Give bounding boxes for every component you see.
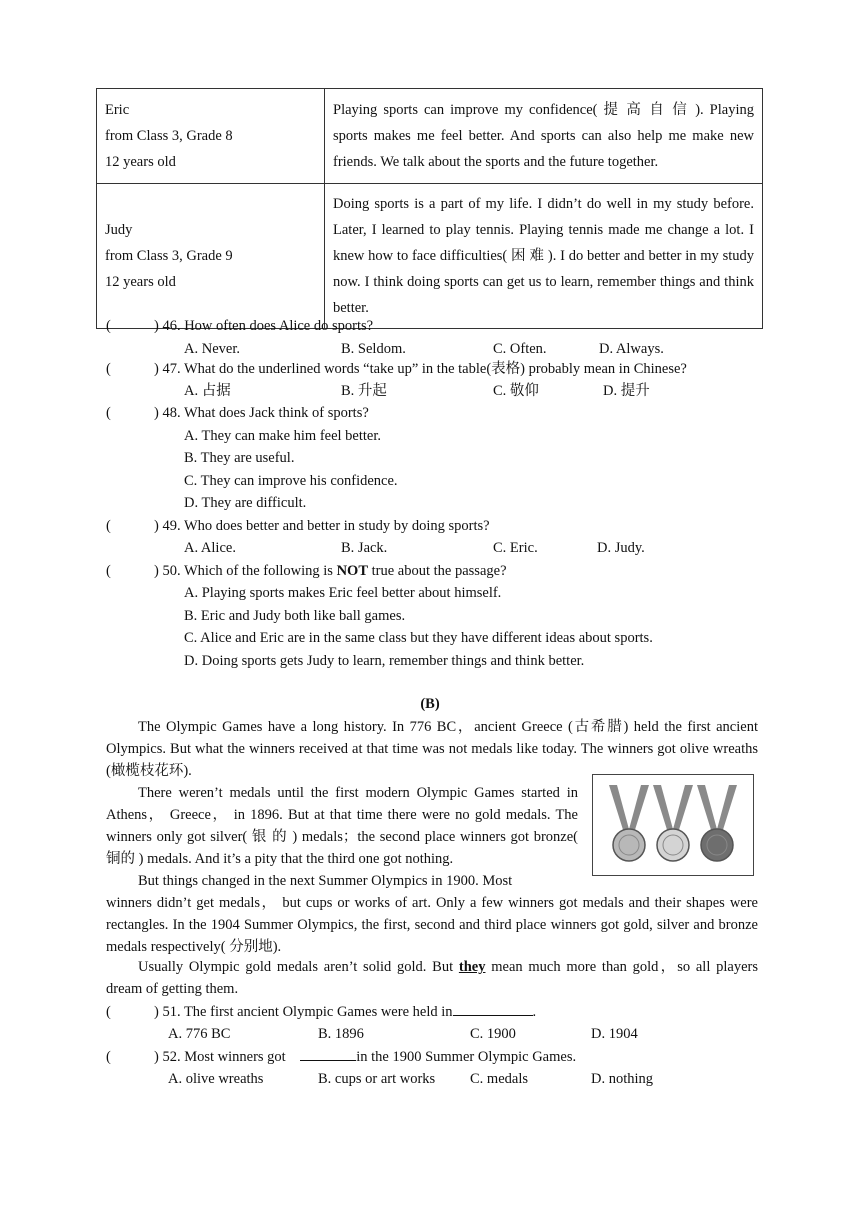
question-stem-end: in the 1900 Summer Olympic Games. [356, 1049, 577, 1065]
answer-paren: ( [106, 361, 111, 377]
passage-paragraph-4: Usually Olympic gold medals aren’t solid gold. But they mean much more than gold，so all players dream of getting them. [106, 959, 758, 997]
question-stem: ) 49. Who does better and better in study by doing sports? [154, 518, 490, 534]
option-c: C. Alice and Eric are in the same class but they have different ideas about sports. [184, 630, 653, 646]
question-emphasis: NOT [336, 563, 368, 579]
medal-disc [657, 829, 689, 861]
student-statement: Playing sports can improve my confidence( 提 高 自 信 ). Playing sports makes me feel better. And sports can also help me make new friends. We talk about the sports and the future together. [325, 89, 763, 184]
option-c: C. Eric. [493, 540, 538, 556]
question-stem: ) 48. What does Jack think of sports? [154, 405, 369, 421]
medals-picture [593, 775, 753, 875]
option-b: B. cups or art works [318, 1071, 436, 1087]
option-c: C. 敬仰 [493, 383, 539, 399]
student-age: 12 years old [105, 274, 176, 290]
answer-paren: ( [106, 1049, 111, 1065]
option-b: B. They are useful. [184, 450, 295, 466]
option-d: D. They are difficult. [184, 495, 307, 511]
student-info-cell [97, 184, 325, 329]
option-c: C. medals [470, 1071, 528, 1087]
question-51 [106, 1001, 536, 1022]
passage-paragraph-1: The Olympic Games have a long history. In 776 BC，ancient Greece (古希腊) held the first ancient Olympics. But what the winners received at that time was not medals like today. The winners got olive wreaths (橄榄枝花环). [106, 719, 758, 779]
question-stem: ) 51. The first ancient Olympic Games were held in [154, 1004, 453, 1020]
underlined-word: they [458, 959, 486, 975]
student-name: Judy [105, 222, 133, 238]
option-a: A. Never. [184, 341, 240, 357]
option-d: D. Always. [599, 341, 664, 357]
question-50 [106, 561, 507, 581]
medal-ribbon-left [609, 785, 630, 833]
medal-disc [701, 829, 733, 861]
question-52 [106, 1046, 576, 1067]
option-c: C. Often. [493, 341, 547, 357]
option-b: B. Eric and Judy both like ball games. [184, 608, 406, 624]
option-a: A. Alice. [184, 540, 236, 556]
option-d: D. Judy. [597, 540, 645, 556]
option-d: D. nothing [591, 1071, 654, 1087]
option-d: D. Doing sports gets Judy to learn, remember things and think better. [184, 653, 585, 669]
medal-disc [613, 829, 645, 861]
student-name: Eric [105, 102, 130, 118]
option-d: D. 1904 [591, 1026, 638, 1042]
table-row [97, 184, 763, 329]
table-row [97, 89, 763, 184]
passage-paragraph-2: There weren’t medals until the first modern Olympic Games started in Athens， Greece， in 1896. But at that time there were no gold medals. The winners only got silver( 银 的 ) medals；the second place winners got bronze( 铜的 ) medals. And it’s a pity that the third one got nothing. [106, 785, 578, 867]
answer-paren: ( [106, 518, 111, 534]
option-a: A. olive wreaths [168, 1071, 264, 1087]
option-d: D. 提升 [603, 383, 650, 399]
student-age: 12 years old [105, 154, 176, 170]
student-class: from Class 3, Grade 9 [105, 248, 233, 264]
option-b: B. 1896 [318, 1026, 364, 1042]
option-a: A. 776 BC [168, 1026, 231, 1042]
question-stem-end: . [532, 1004, 537, 1020]
option-c: C. They can improve his confidence. [184, 473, 398, 489]
question-49 [106, 516, 490, 536]
student-statement: Doing sports is a part of my life. I didn’t do well in my study before. Later, I learned to play tennis. Playing tennis made me change a lot. I knew how to face difficulties( 困 难 ). I do better and better in my study now. I think doing sports can get us to learn, remember things and think better. [325, 184, 763, 329]
option-a: A. Playing sports makes Eric feel better about himself. [184, 585, 502, 601]
option-b: B. Jack. [341, 540, 388, 556]
question-48 [106, 403, 369, 423]
question-47 [106, 359, 687, 379]
question-stem: ) 47. What do the underlined words “take up” in the table(表格) probably mean in Chinese? [154, 361, 687, 377]
question-stem: ) 46. How often does Alice do sports? [154, 318, 374, 334]
option-a: A. 占据 [184, 383, 231, 399]
medal-ribbon-right [716, 785, 737, 833]
answer-paren: ( [106, 1004, 111, 1020]
question-stem: ) 52. Most winners got [154, 1049, 286, 1065]
student-class: from Class 3, Grade 8 [105, 128, 233, 144]
student-info-cell [97, 89, 325, 184]
student-table [96, 88, 763, 329]
answer-blank[interactable] [453, 1001, 533, 1016]
answer-paren: ( [106, 563, 111, 579]
answer-blank[interactable] [300, 1046, 356, 1061]
answer-paren: ( [106, 405, 111, 421]
medal-ribbon-right [628, 785, 649, 833]
option-b: B. 升起 [341, 383, 387, 399]
medals-image [592, 774, 754, 876]
medal-ribbon-left [653, 785, 674, 833]
option-a: A. They can make him feel better. [184, 428, 382, 444]
question-stem-end: true about the passage? [368, 563, 507, 579]
option-c: C. 1900 [470, 1026, 516, 1042]
medal-ribbon-right [672, 785, 693, 833]
question-stem: ) 50. Which of the following is [154, 563, 337, 579]
option-b: B. Seldom. [341, 341, 406, 357]
medal-ribbon-left [697, 785, 718, 833]
answer-paren: ( [106, 318, 111, 334]
question-46 [106, 316, 373, 336]
section-title: (B) [420, 696, 440, 712]
passage-paragraph-3: But things changed in the next Summer Olympics in 1900. Most winners didn’t get medals， but cups or works of art. Only a few winners got medals and their shapes were rectangles. In the 1904 Summer Olympics, the first, second and third place winners got gold, silver and bronze medals respectively( 分别地). [106, 873, 758, 955]
